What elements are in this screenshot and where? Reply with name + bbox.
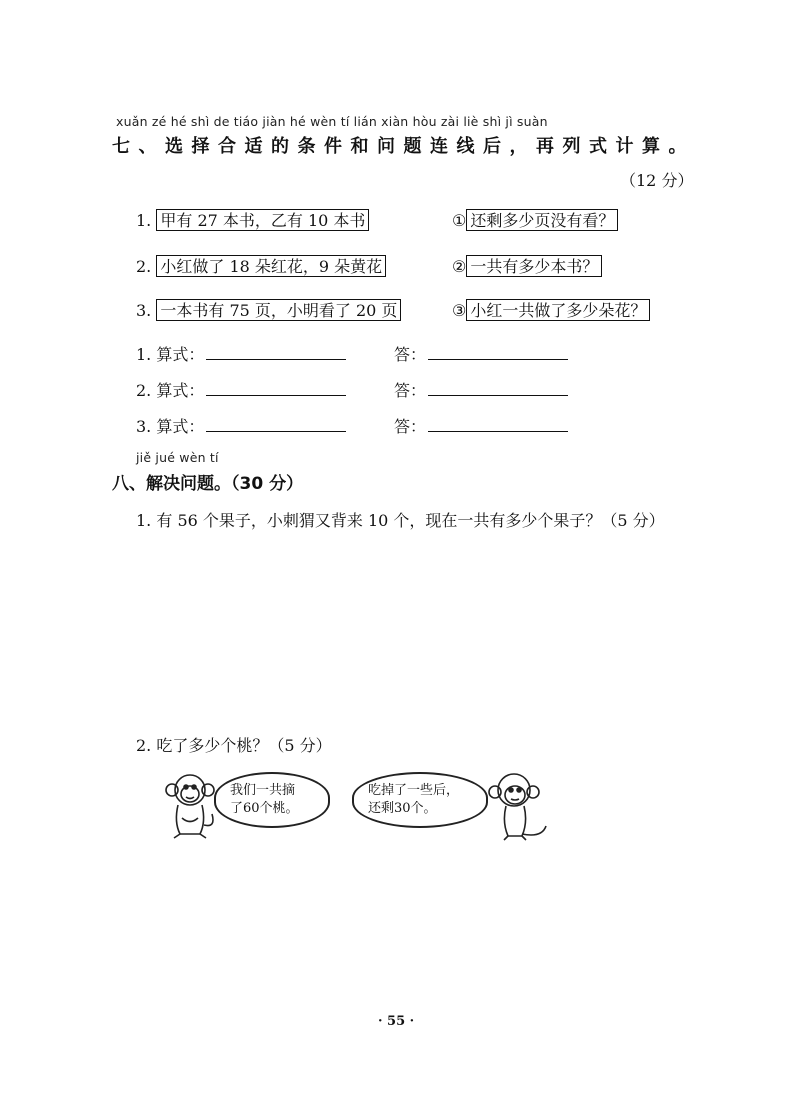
- answer-label: 答：: [394, 381, 427, 400]
- question-box: 一共有多少本书？: [466, 255, 602, 277]
- bubble-line: 还剩30个。: [368, 801, 437, 816]
- formula-label: 2. 算式：: [136, 381, 205, 400]
- speech-bubble-left: [214, 772, 330, 828]
- speech-bubble-right: [352, 772, 488, 828]
- question-2: [452, 254, 602, 277]
- condition-1: [136, 208, 369, 231]
- bubble-line: 吃掉了一些后，: [368, 783, 460, 798]
- condition-box: 甲有 27 本书，乙有 10 本书: [156, 209, 369, 231]
- condition-3: [136, 298, 401, 321]
- monkey-right-illustration: [482, 768, 552, 844]
- answer-row-3: [394, 414, 568, 437]
- answer-blank[interactable]: [428, 415, 568, 432]
- formula-blank[interactable]: [206, 415, 346, 432]
- question-box: 小红一共做了多少朵花？: [466, 299, 650, 321]
- bubble-line: 我们一共摘: [230, 783, 296, 798]
- condition-number: 1.: [136, 211, 152, 230]
- question-number: ③: [452, 301, 467, 320]
- answer-blank[interactable]: [428, 379, 568, 396]
- question-number: ②: [452, 257, 467, 276]
- formula-blank[interactable]: [206, 343, 346, 360]
- condition-box: 小红做了 18 朵红花，9 朵黄花: [156, 255, 386, 277]
- bubble-line: 了60个桃。: [230, 801, 299, 816]
- answer-row-1: [394, 342, 568, 365]
- page-number: · 55 ·: [378, 1014, 415, 1029]
- formula-row-1: [136, 342, 346, 365]
- condition-box: 一本书有 75 页，小明看了 20 页: [156, 299, 401, 321]
- section7-score: （12 分）: [620, 171, 694, 190]
- question-3: [452, 298, 650, 321]
- section7-title: 七、选择合适的条件和问题连线后，再列式计算。: [112, 136, 695, 157]
- question-number: ①: [452, 211, 467, 230]
- section8-question-2: 2. 吃了多少个桃？（5 分）: [136, 736, 332, 755]
- section8-title: 八、解决问题。（30 分）: [112, 474, 304, 494]
- question-box: 还剩多少页没有看？: [466, 209, 618, 231]
- condition-2: [136, 254, 386, 277]
- section7-pinyin: xuǎn zé hé shì de tiáo jiàn hé wèn tí lián xiàn hòu zài liè shì jì suàn: [116, 114, 548, 129]
- answer-label: 答：: [394, 345, 427, 364]
- formula-blank[interactable]: [206, 379, 346, 396]
- formula-row-2: [136, 378, 346, 401]
- answer-label: 答：: [394, 417, 427, 436]
- condition-number: 3.: [136, 301, 152, 320]
- section8-question-1: 1. 有 56 个果子，小刺猬又背来 10 个，现在一共有多少个果子？（5 分）: [136, 511, 665, 530]
- question-1: [452, 208, 618, 231]
- formula-label: 1. 算式：: [136, 345, 205, 364]
- section8-pinyin: jiě jué wèn tí: [136, 450, 219, 465]
- answer-blank[interactable]: [428, 343, 568, 360]
- formula-row-3: [136, 414, 346, 437]
- condition-number: 2.: [136, 257, 152, 276]
- formula-label: 3. 算式：: [136, 417, 205, 436]
- answer-row-2: [394, 378, 568, 401]
- monkey-left-illustration: [160, 770, 220, 840]
